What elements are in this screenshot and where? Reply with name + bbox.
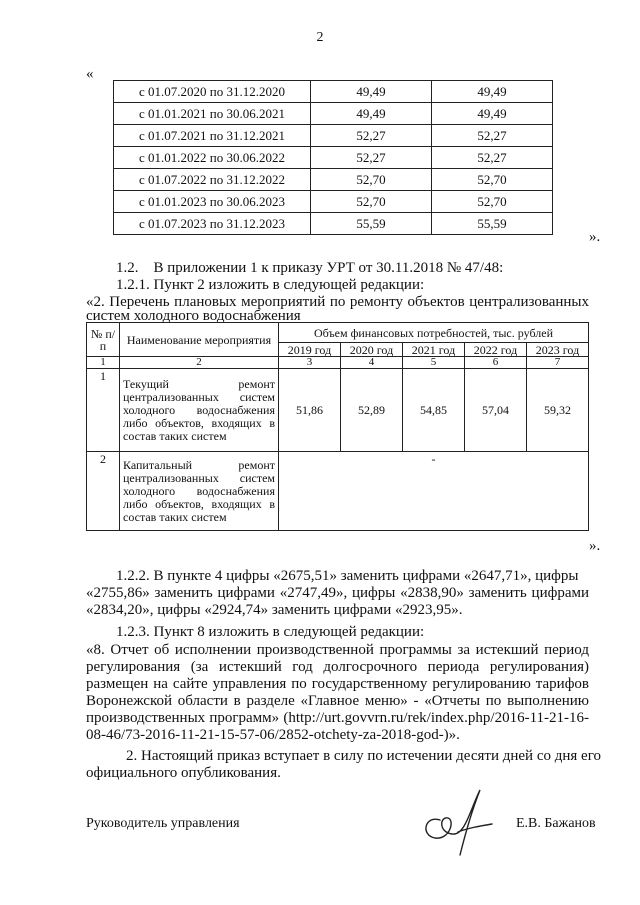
- quote-close-plan: ».: [589, 538, 601, 554]
- plan-header-year: 2020 год: [341, 343, 403, 357]
- rate-value-1: 49,49: [311, 81, 432, 103]
- section-1-2-3: 1.2.3. Пункт 8 изложить в следующей редакции:: [116, 624, 425, 640]
- rate-period: с 01.07.2023 по 31.12.2023: [114, 213, 311, 235]
- plan-index-cell: 6: [465, 357, 527, 369]
- p2-line-2: официального опубликования.: [86, 765, 281, 781]
- signature-image: [410, 780, 510, 860]
- plan-row-value: 59,32: [527, 369, 589, 452]
- rate-value-1: 55,59: [311, 213, 432, 235]
- rate-period: с 01.01.2021 по 30.06.2021: [114, 103, 311, 125]
- p8-line-4: Воронежской области в разделе «Главное меню» - «Отчеты по выполнению: [86, 693, 589, 709]
- plan-header-year: 2021 год: [403, 343, 465, 357]
- p2-line-1: 2. Настоящий приказ вступает в силу по истечении десяти дней со дня его: [126, 748, 601, 764]
- section-1-2-1: 1.2.1. Пункт 2 изложить в следующей редакции:: [116, 277, 425, 293]
- list-title-line-2: систем холодного водоснабжения: [86, 308, 301, 324]
- rate-value-2: 52,27: [432, 125, 553, 147]
- plan-header-year: 2019 год: [279, 343, 341, 357]
- plan-header-num: № п/п: [87, 323, 120, 357]
- rate-row: [114, 191, 553, 213]
- plan-index-cell: 7: [527, 357, 589, 369]
- rate-row: [114, 169, 553, 191]
- rate-value-1: 52,70: [311, 191, 432, 213]
- p8-line-5: производственных программ» (http://urt.govvrn.ru/rek/index.php/2016-11-21-16-: [86, 710, 589, 726]
- plan-row-num: 1: [87, 369, 120, 452]
- p8-line-1: «8. Отчет об исполнении производственной программы за истекший период: [86, 642, 589, 658]
- rate-row: [114, 147, 553, 169]
- plan-index-cell: 1: [87, 357, 120, 369]
- rate-period: с 01.07.2020 по 31.12.2020: [114, 81, 311, 103]
- plan-row-name: Капитальный ремонт централизованных систем холодного водоснабжения либо объектов, входящих в состав таких систем: [120, 452, 279, 531]
- p8-line-3: размещен на сайте управления по государственному регулированию тарифов: [86, 676, 589, 692]
- plan-index-cell: 3: [279, 357, 341, 369]
- signer-title: Руководитель управления: [86, 816, 240, 831]
- rate-value-2: 52,27: [432, 147, 553, 169]
- rate-table: [113, 80, 553, 235]
- rate-period: с 01.07.2022 по 31.12.2022: [114, 169, 311, 191]
- plan-header-year: 2023 год: [527, 343, 589, 357]
- plan-index-cell: 2: [120, 357, 279, 369]
- p122-line-1: 1.2.2. В пункте 4 цифры «2675,51» заменить цифрами «2647,71», цифры: [116, 568, 579, 584]
- rate-value-2: 49,49: [432, 81, 553, 103]
- plan-row-value: 51,86: [279, 369, 341, 452]
- rate-value-1: 52,27: [311, 125, 432, 147]
- p8-line-2: регулирования (за истекший год долгосрочного периода регулирования): [86, 659, 589, 675]
- plan-header-name: Наименование мероприятия: [120, 323, 279, 357]
- page-number: 2: [316, 30, 324, 45]
- rate-period: с 01.07.2021 по 31.12.2021: [114, 125, 311, 147]
- rate-value-2: 52,70: [432, 169, 553, 191]
- plan-row-value: 54,85: [403, 369, 465, 452]
- plan-table: [86, 322, 589, 531]
- signer-name: Е.В. Бажанов: [516, 816, 596, 831]
- rate-value-1: 52,27: [311, 147, 432, 169]
- plan-header-volume: Объем финансовых потребностей, тыс. рублей: [279, 323, 589, 343]
- plan-row-value: 52,89: [341, 369, 403, 452]
- rate-value-2: 52,70: [432, 191, 553, 213]
- plan-row-value: 57,04: [465, 369, 527, 452]
- rate-row: [114, 213, 553, 235]
- section-1-2: 1.2. В приложении 1 к приказу УРТ от 30.11.2018 № 47/48:: [116, 260, 504, 276]
- p122-line-2: «2755,86» заменить цифрами «2747,49», цифры «2838,90» заменить цифрами: [86, 585, 589, 601]
- rate-value-2: 55,59: [432, 213, 553, 235]
- rate-row: [114, 103, 553, 125]
- plan-index-cell: 4: [341, 357, 403, 369]
- p8-line-6: 08-46/73-2016-11-21-15-57-06/2852-otchety-za-2018-god-)».: [86, 727, 460, 743]
- rate-value-1: 49,49: [311, 103, 432, 125]
- rate-value-2: 49,49: [432, 103, 553, 125]
- plan-row-num: 2: [87, 452, 120, 531]
- plan-header-year: 2022 год: [465, 343, 527, 357]
- plan-row-name: Текущий ремонт централизованных систем холодного водоснабжения либо объектов, входящих в состав таких систем: [120, 369, 279, 452]
- quote-open: «: [86, 66, 94, 82]
- rate-row: [114, 125, 553, 147]
- plan-index-cell: 5: [403, 357, 465, 369]
- rate-value-1: 52,70: [311, 169, 432, 191]
- rate-row: [114, 81, 553, 103]
- list-title-line-1: «2. Перечень плановых мероприятий по ремонту объектов централизованных: [86, 294, 589, 310]
- p122-line-3: «2834,20», цифры «2924,74» заменить цифрами «2923,95».: [86, 602, 463, 618]
- quote-close-rates: ».: [589, 229, 601, 245]
- plan-row-dash: -: [279, 452, 589, 531]
- rate-period: с 01.01.2023 по 30.06.2023: [114, 191, 311, 213]
- rate-period: с 01.01.2022 по 30.06.2022: [114, 147, 311, 169]
